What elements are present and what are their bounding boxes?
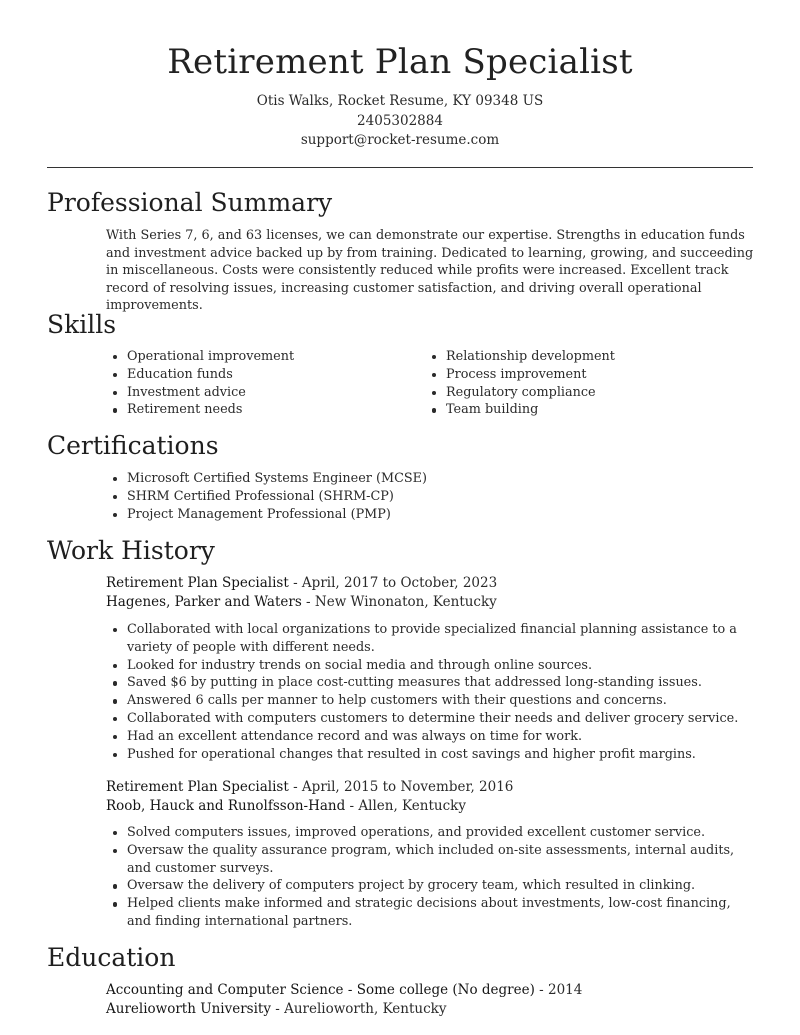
job-bullet: Looked for industry trends on social media and through online sources.: [106, 657, 756, 675]
candidate-name: Retirement Plan Specialist: [167, 42, 633, 82]
job-bullet: Collaborated with computers customers to determine their needs and deliver grocery service.: [106, 710, 756, 728]
skill-item: Operational improvement: [106, 348, 406, 366]
job-2-position: Retirement Plan Specialist: [106, 779, 289, 795]
education-school-line: [106, 1000, 446, 1019]
certification-item: Project Management Professional (PMP): [106, 506, 746, 524]
job-2-dates: - April, 2015 to November, 2016: [288, 779, 514, 795]
education-degree: Accounting and Computer Science - Some college (No degree): [106, 982, 535, 998]
job-1-title: [106, 574, 497, 593]
job-bullet: Saved $6 by putting in place cost-cutting measures that addressed long-standing issues.: [106, 674, 756, 692]
contact-email: support@rocket-resume.com: [300, 132, 500, 148]
job-1-bullets: [106, 621, 756, 763]
certifications-list: [106, 470, 746, 523]
skills-heading: Skills: [47, 310, 117, 339]
certification-item: Microsoft Certified Systems Engineer (MCSE): [106, 470, 746, 488]
certifications-heading: Certifications: [47, 431, 219, 460]
job-bullet: Had an excellent attendance record and was always on time for work.: [106, 728, 756, 746]
skill-item: Retirement needs: [106, 401, 406, 419]
job-2-employer: [106, 797, 466, 816]
job-1-position: Retirement Plan Specialist: [106, 575, 289, 591]
skill-item: Process improvement: [425, 366, 745, 384]
skill-item: Education funds: [106, 366, 406, 384]
job-bullet: Collaborated with local organizations to provide specialized financial planning assistance to a variety of people with different needs.: [106, 621, 756, 657]
skill-item: Regulatory compliance: [425, 384, 745, 402]
job-2-bullets: [106, 824, 756, 931]
job-2-location: - Allen, Kentucky: [345, 798, 466, 814]
skills-list-left: [106, 348, 406, 419]
job-1-dates: - April, 2017 to October, 2023: [288, 575, 498, 591]
skill-item: Investment advice: [106, 384, 406, 402]
job-bullet: Solved computers issues, improved operations, and provided excellent customer service.: [106, 824, 756, 842]
summary-text: With Series 7, 6, and 63 licenses, we can demonstrate our expertise. Strengths in education funds and investment advice backed up by from training. Dedicated to learning, growing, and succeeding in miscellaneous. Costs were consistently reduced while profits were increased. Excellent track record of resolving issues, increasing customer satisfaction, and driving overall operational improvements.: [106, 228, 754, 314]
work-history-heading: Work History: [47, 536, 215, 565]
job-bullet: Answered 6 calls per manner to help customers with their questions and concerns.: [106, 692, 756, 710]
contact-block: [0, 92, 800, 151]
summary-heading: Professional Summary: [47, 188, 333, 217]
job-1-company: Hagenes, Parker and Waters: [106, 594, 302, 610]
resume-header: [0, 40, 800, 151]
skill-item: Team building: [425, 401, 745, 419]
education-year: - 2014: [534, 982, 583, 998]
education-degree-line: [106, 981, 582, 1000]
contact-address: Otis Walks, Rocket Resume, KY 09348 US: [256, 93, 544, 109]
job-2-title: [106, 778, 513, 797]
contact-phone: 2405302884: [357, 112, 443, 129]
header-divider: [47, 167, 753, 168]
education-heading: Education: [47, 943, 176, 972]
job-bullet: Pushed for operational changes that resulted in cost savings and higher profit margins.: [106, 746, 756, 764]
skills-list-right: [425, 348, 745, 419]
job-bullet: Oversaw the delivery of computers project by grocery team, which resulted in clinking.: [106, 877, 756, 895]
job-bullet: Helped clients make informed and strategic decisions about investments, low-cost financing, and finding international partners.: [106, 895, 756, 931]
education-school: Aurelioworth University: [106, 1001, 271, 1017]
job-1-employer: [106, 593, 497, 612]
skill-item: Relationship development: [425, 348, 745, 366]
education-location: - Aurelioworth, Kentucky: [270, 1001, 447, 1017]
job-1-location: - New Winonaton, Kentucky: [301, 594, 497, 610]
certification-item: SHRM Certified Professional (SHRM-CP): [106, 488, 746, 506]
job-2-company: Roob, Hauck and Runolfsson-Hand: [106, 798, 346, 814]
job-bullet: Oversaw the quality assurance program, which included on-site assessments, internal audits, and customer surveys.: [106, 842, 756, 878]
